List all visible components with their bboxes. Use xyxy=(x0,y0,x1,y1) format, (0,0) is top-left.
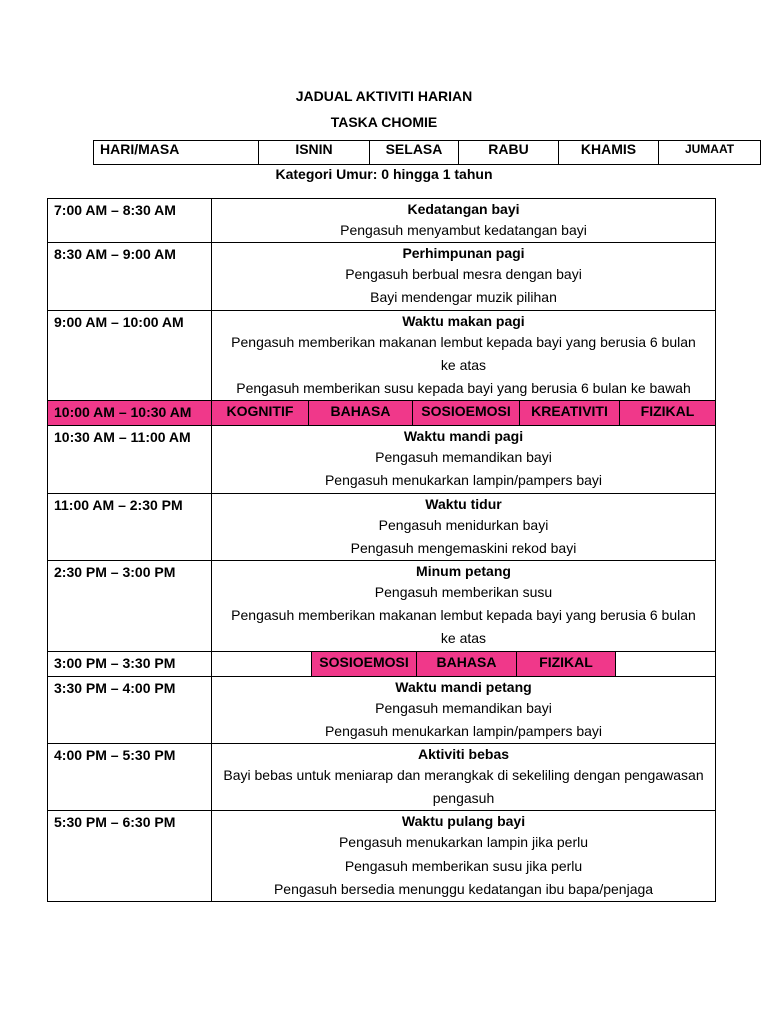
time-slot: 8:30 AM – 9:00 AM xyxy=(48,243,212,310)
activity-cell xyxy=(212,561,716,652)
activity-cell xyxy=(212,243,716,310)
days-table xyxy=(93,140,761,165)
domain-sosioemosi: SOSIOEMOSI xyxy=(413,401,520,425)
activity-line: ke atas xyxy=(440,630,487,647)
activity-line: Bayi bebas untuk meniarap dan merangkak di sekeliling dengan pengawasan xyxy=(223,767,704,784)
time-slot: 11:00 AM – 2:30 PM xyxy=(48,493,212,560)
activity-heading: Kedatangan bayi xyxy=(407,201,520,217)
activity-cell xyxy=(212,310,716,401)
activity-line: pengasuh xyxy=(432,790,495,807)
domain-bahasa: BAHASA xyxy=(309,401,413,425)
schedule-row xyxy=(48,676,716,743)
schedule-row xyxy=(48,561,716,652)
age-category: Kategori Umur: 0 hingga 1 tahun xyxy=(275,166,493,182)
activity-line: Pengasuh menukarkan lampin jika perlu xyxy=(338,834,589,851)
activity-cell xyxy=(212,744,716,811)
domain-cells xyxy=(212,651,716,676)
domain-cells xyxy=(212,401,716,426)
domain-fizikal: FIZIKAL xyxy=(517,652,616,676)
schedule-row xyxy=(48,426,716,493)
activity-cell xyxy=(212,493,716,560)
schedule-row xyxy=(48,744,716,811)
activity-heading: Minum petang xyxy=(416,563,511,580)
day-selasa: SELASA xyxy=(370,141,459,165)
activity-heading: Waktu makan pagi xyxy=(402,312,525,329)
activity-line: Pengasuh memberikan makanan lembut kepada bayi yang berusia 6 bulan xyxy=(231,333,696,350)
activity-cell xyxy=(212,199,716,243)
activity-line: Pengasuh mengemaskini rekod bayi xyxy=(350,539,577,556)
time-slot: 3:00 PM – 3:30 PM xyxy=(48,651,212,676)
schedule-row xyxy=(48,493,716,560)
activity-line: Bayi mendengar muzik pilihan xyxy=(370,289,557,306)
schedule-row xyxy=(48,310,716,401)
time-slot: 4:00 PM – 5:30 PM xyxy=(48,744,212,811)
activity-heading: Aktiviti bebas xyxy=(417,746,510,763)
activity-line: Pengasuh memberikan susu kepada bayi yang berusia 6 bulan ke bawah xyxy=(236,380,691,397)
activity-line: Pengasuh memandikan bayi xyxy=(375,699,552,716)
day-header-hari-masa: HARI/MASA xyxy=(94,141,259,165)
domain-empty xyxy=(616,652,716,676)
day-khamis: KHAMIS xyxy=(559,141,659,165)
day-jumaat: JUMAAT xyxy=(659,141,761,165)
time-slot: 3:30 PM – 4:00 PM xyxy=(48,676,212,743)
day-isnin: ISNIN xyxy=(259,141,370,165)
activity-cell xyxy=(212,676,716,743)
schedule-row xyxy=(48,243,716,310)
domain-kognitif: KOGNITIF xyxy=(212,401,309,425)
page-title: JADUAL AKTIVITI HARIAN xyxy=(295,88,473,104)
schedule-row xyxy=(48,199,716,243)
activity-heading: Waktu pulang bayi xyxy=(401,813,526,830)
schedule-row xyxy=(48,811,716,902)
time-slot: 7:00 AM – 8:30 AM xyxy=(48,199,212,243)
activity-line: Pengasuh menyambut kedatangan bayi xyxy=(340,222,587,238)
day-rabu: RABU xyxy=(459,141,559,165)
domain-kreativiti: KREATIVITI xyxy=(520,401,620,425)
activity-heading: Waktu mandi petang xyxy=(395,678,532,695)
activity-heading: Waktu mandi pagi xyxy=(403,428,524,445)
time-slot: 9:00 AM – 10:00 AM xyxy=(48,310,212,401)
activity-heading: Perhimpunan pagi xyxy=(402,245,525,262)
schedule-table xyxy=(47,198,716,902)
time-slot: 10:30 AM – 11:00 AM xyxy=(48,426,212,493)
activity-heading: Waktu tidur xyxy=(425,495,502,512)
domain-bahasa: BAHASA xyxy=(417,652,517,676)
time-slot: 5:30 PM – 6:30 PM xyxy=(48,811,212,902)
development-domain-row xyxy=(48,401,716,426)
activity-line: Pengasuh memberikan susu jika perlu xyxy=(344,857,583,874)
activity-line: Pengasuh menukarkan lampin/pampers bayi xyxy=(324,722,603,739)
activity-line: Pengasuh memberikan makanan lembut kepada bayi yang berusia 6 bulan xyxy=(231,607,696,624)
activity-cell xyxy=(212,811,716,902)
activity-line: Pengasuh berbual mesra dengan bayi xyxy=(345,266,582,283)
time-slot: 10:00 AM – 10:30 AM xyxy=(48,401,212,426)
activity-line: Pengasuh memandikan bayi xyxy=(375,449,552,466)
domain-empty xyxy=(212,652,312,676)
activity-line: Pengasuh bersedia menunggu kedatangan ibu bapa/penjaga xyxy=(273,880,654,897)
development-domain-row xyxy=(48,651,716,676)
activity-line: ke atas xyxy=(440,356,487,373)
page-subtitle: TASKA CHOMIE xyxy=(330,114,438,130)
activity-cell xyxy=(212,426,716,493)
activity-line: Pengasuh menidurkan bayi xyxy=(378,516,549,533)
activity-line: Pengasuh menukarkan lampin/pampers bayi xyxy=(324,472,603,489)
time-slot: 2:30 PM – 3:00 PM xyxy=(48,561,212,652)
activity-line: Pengasuh memberikan susu xyxy=(374,584,553,601)
domain-fizikal: FIZIKAL xyxy=(620,401,716,425)
domain-sosioemosi: SOSIOEMOSI xyxy=(312,652,417,676)
